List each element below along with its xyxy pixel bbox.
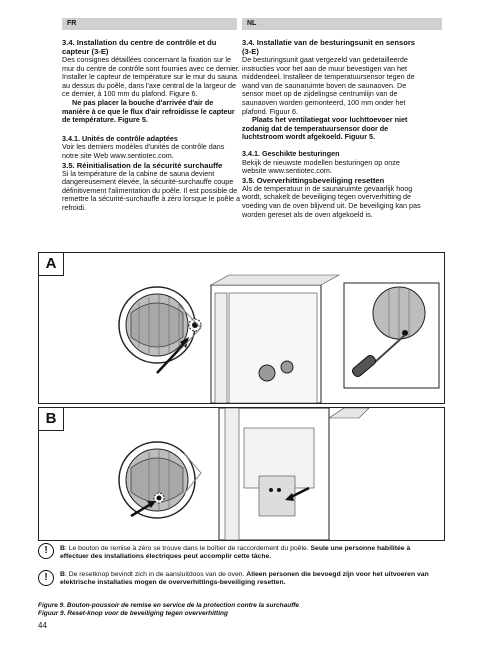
fr-s34-warning: Ne pas placer la bouche d'arrivée d'air de manière à ce que le flux d'air refroidisse le capteur de température. Figure 5. [62,97,235,125]
fr-s34-body: Des consignes détaillées concernant la fixation sur le mur du centre de contrôle sont fournies avec ce dernier. Installer le capteur de température sur le mur du sauna au dessus du poêle, dans l'axe central de la largeur de ce dernier, à 100 mm du plafond. Figure 6. [62,55,240,99]
nl-s341-title: 3.4.1. Geschikte besturingen [242,148,340,158]
figure-b [38,407,445,541]
tab-nl [242,18,442,30]
fr-s35-body: Si la température de la cabine de sauna devient dangereusement élevée, la sécurité-surchauffe coupe définitivement l'alimentation du poêle. Il est possible de remettre la sécurité-surchauffe à zéro lorsque le poêle a refroidi. [62,168,241,212]
fr-s341-body: Voir les derniers modèles d'unités de contrôle dans notre site Web www.sentiotec.com. [62,142,225,160]
warning-icon: ! [38,570,54,586]
warning-icon: ! [38,543,54,559]
figure-a [38,252,445,404]
nl-s35-title: 3.5. Oververhittingsbeveiliging resetten [242,175,385,185]
fr-s341-title: 3.4.1. Unités de contrôle adaptées [62,133,178,143]
figure-b-label: B [39,408,64,431]
figure-a-label: A [39,253,64,276]
nl-s34-warning: Plaats het ventilatiegat voor luchttoevoer niet zodanig dat de temperatuursensor door de luchtstroom wordt afgekoeld. Figuur 5. [242,115,408,142]
reset-knob-closeup [119,287,201,373]
tab-nl-label: NL [247,20,257,27]
page-number: 44 [38,621,47,630]
figure-b-illustration [39,408,444,540]
tab-fr-label: FR [67,20,77,27]
caption-fr: Figure 9. Bouton-poussoir de remise en service de la protection contre la surchauffe [38,602,300,609]
note-nl-bold: Alleen personen die bevoegd zijn voor het uitvoeren van elektrische installaties mogen de oververhittings-beveiliging resetten. [60,571,429,586]
figure-a-illustration [39,253,444,403]
heater-front [211,275,339,403]
note-nl-prefix: B [60,571,65,578]
screwdriver-detail [344,283,439,388]
note-fr-prefix: B [60,545,65,552]
note-fr [60,545,440,561]
note-fr-bold: Seule une personne habilitée à effectuer des installations électriques peut accomplir cette tâche. [60,545,411,560]
heater-junction-box [219,408,369,540]
reset-knob-closeup-b [119,442,195,518]
caption-nl: Figuur 9. Reset-knop voor de beveiliging tegen oververhitting [38,610,228,617]
note-nl-text: : De resetknop bevindt zich in de aansluitdoos van de oven. [64,571,247,578]
note-nl [60,571,440,587]
tab-fr [62,18,237,30]
nl-s34-title: 3.4. Installatie van de besturingsunit en sensors (3-E) [242,38,416,56]
fr-s34-title: 3.4. Installation du centre de contrôle et du capteur (3-E) [62,38,217,56]
nl-s341-body: Bekijk de nieuwste modellen besturingen op onze website www.sentiotec.com. [242,157,400,176]
column-nl [242,38,424,219]
note-fr-text: : Le bouton de remise à zéro se trouve dans le boîtier de raccordement du poêle. [64,545,311,552]
column-fr [62,38,242,213]
fr-s35-title: 3.5. Réinitialisation de la sécurité surchauffe [62,160,223,170]
nl-s35-body: Als de temperatuur in de saunaruimte gevaarlijk hoog wordt, schakelt de beveiliging tegen oververhitting de voeding van de oven blijvend uit. De beveiliging kan pas worden gereset als de oven afgekoeld is. [242,183,421,219]
nl-s34-body: De besturingsunit gaat vergezeld van gedetailleerde instructies voor het aan de muur bevestigen van het middendeel. Installeer de temperatuursensor tegen de wand van de saunaruimte boven de saunaoven. De sensor moet op de zijdelingse centrumlijn van de saunaoven worden gemonteerd, 100 mm onder het plafond. Figuur 6. [242,55,415,116]
